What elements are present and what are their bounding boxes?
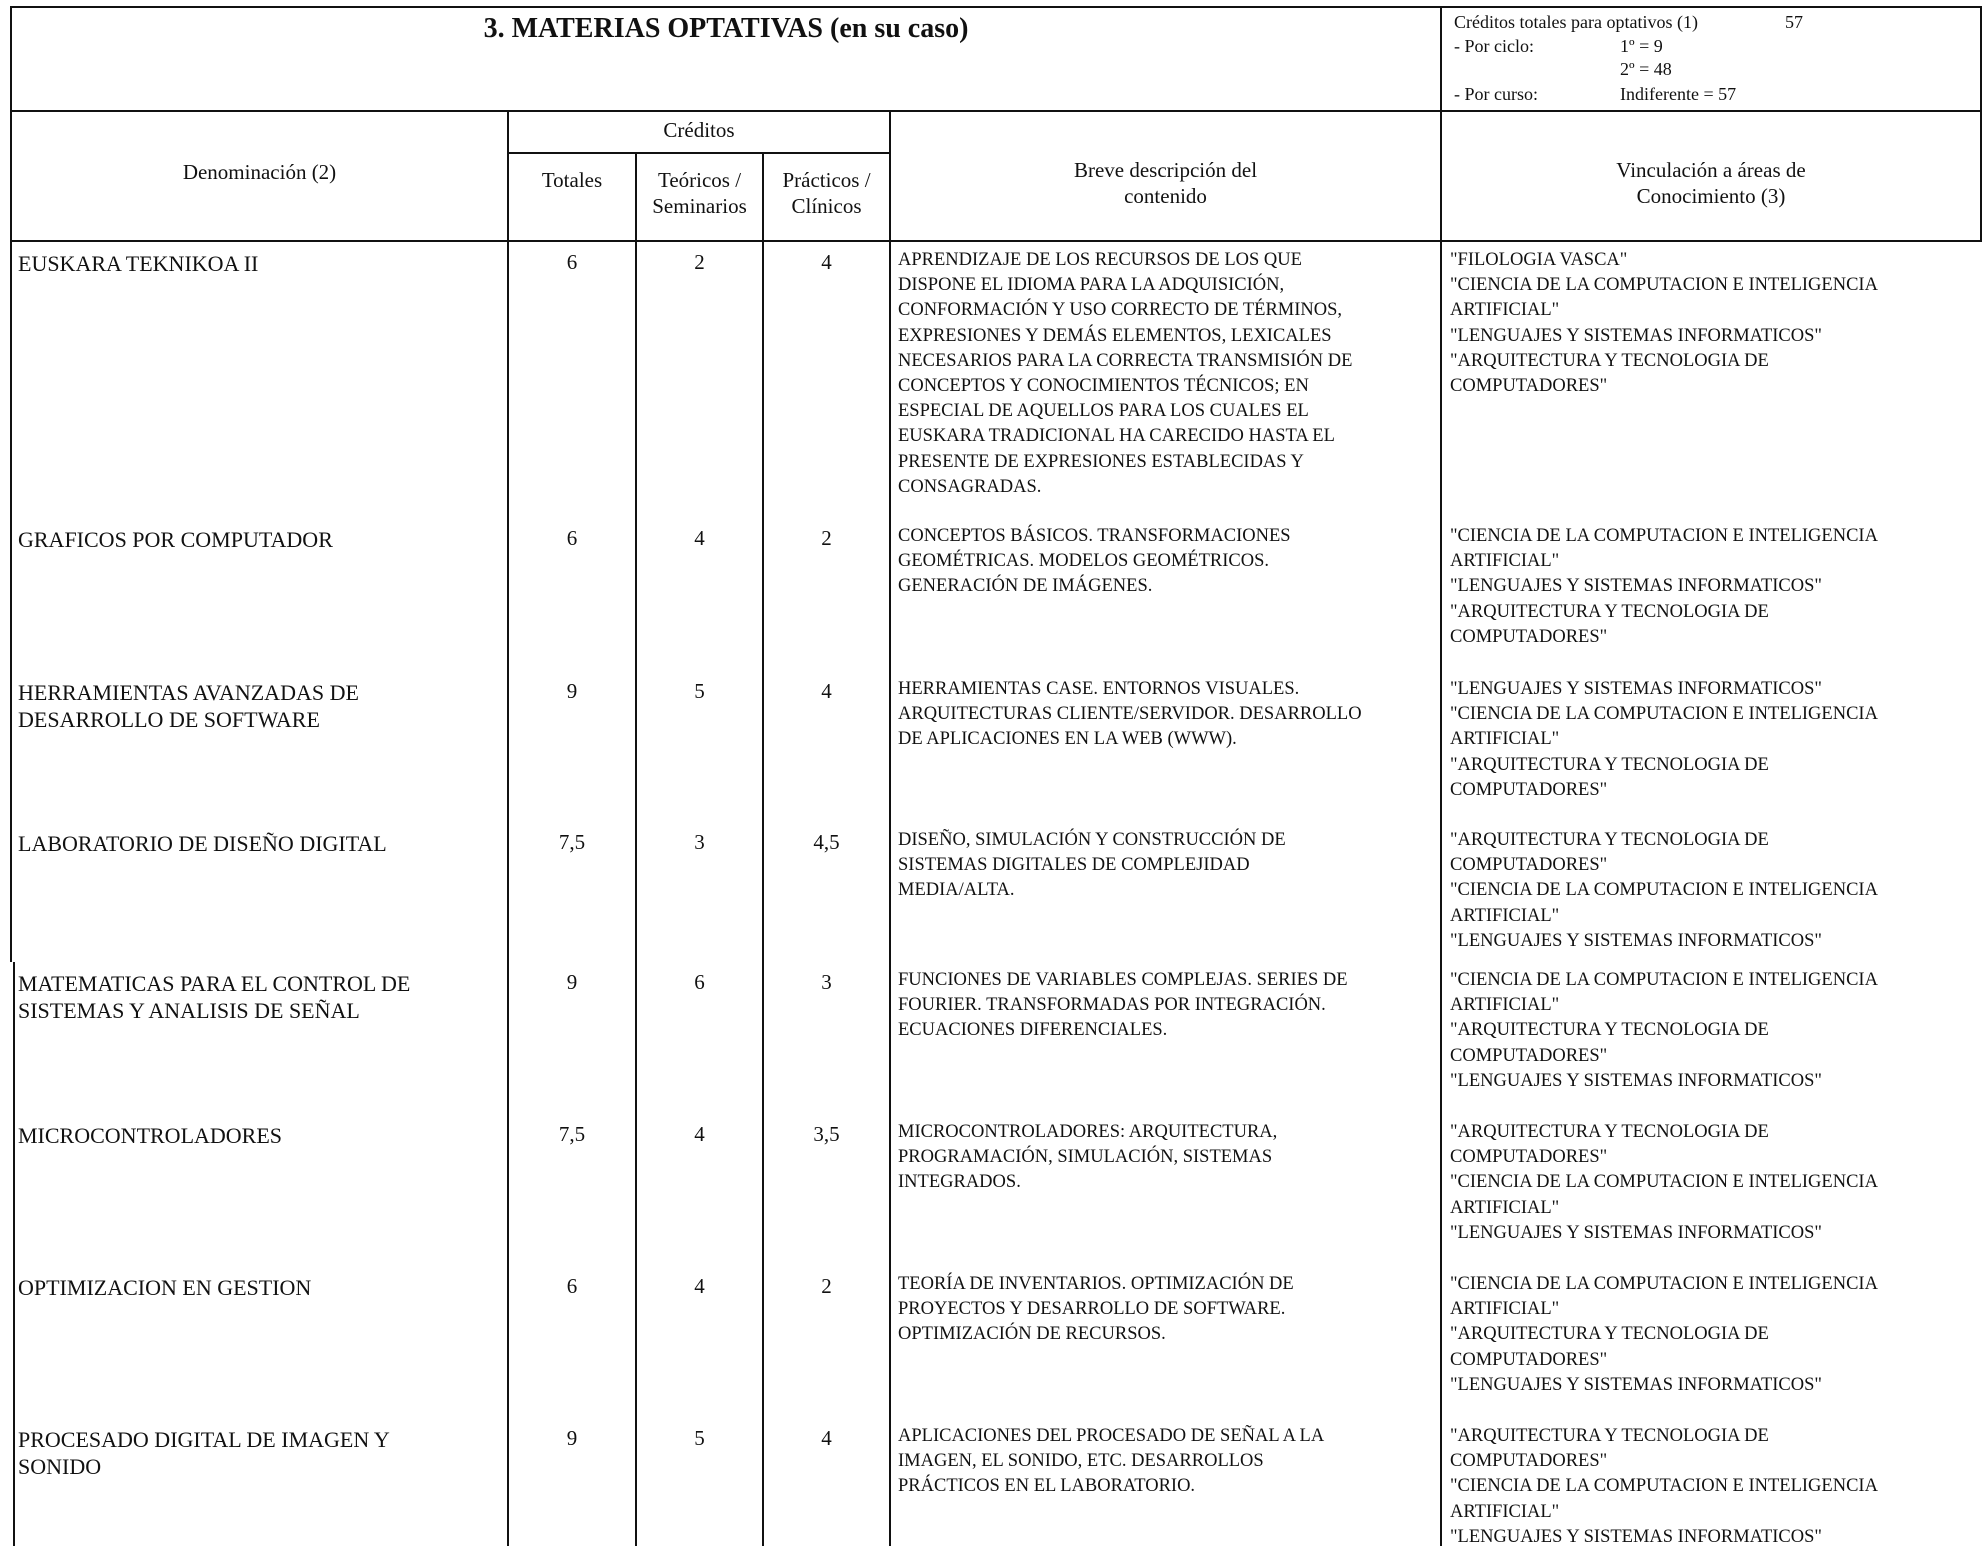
knowledge-areas-line: "CIENCIA DE LA COMPUTACION E INTELIGENCIA (1450, 704, 1878, 725)
credits-total: 6 (566, 1274, 578, 1298)
header-vinculacion-2: Conocimiento (3) (1636, 184, 1786, 208)
knowledge-areas-line: "FILOLOGIA VASCA" (1450, 250, 1628, 270)
credits-total: 9 (566, 679, 578, 703)
course-description-line: EUSKARA TRADICIONAL HA CARECIDO HASTA EL (898, 426, 1335, 447)
course-description (898, 1424, 1438, 1500)
course-description (898, 968, 1438, 1044)
course-name (18, 1122, 503, 1149)
credits-theory: 2 (694, 250, 705, 274)
knowledge-areas-line: COMPUTADORES" (1450, 1349, 1608, 1370)
summary-ciclo-1: 1º = 9 (1620, 36, 1663, 56)
credits-theory: 6 (694, 970, 705, 994)
knowledge-areas-line: "LENGUAJES Y SISTEMAS INFORMATICOS" (1450, 325, 1822, 346)
header-practicos-2: Clínicos (791, 194, 862, 218)
course-description-line: NECESARIOS PARA LA CORRECTA TRANSMISIÓN DE (898, 350, 1353, 371)
knowledge-areas (1450, 524, 1980, 650)
course-description-line: PROYECTOS Y DESARROLLO DE SOFTWARE. (898, 1299, 1286, 1320)
course-name-line: HERRAMIENTAS AVANZADAS DE (18, 680, 359, 705)
knowledge-areas-line: COMPUTADORES" (1450, 1147, 1608, 1168)
credits-total: 9 (566, 970, 578, 994)
course-description-line: PROGRAMACIÓN, SIMULACIÓN, SISTEMAS (898, 1147, 1273, 1168)
course-description (898, 248, 1438, 500)
credits-practice: 2 (821, 1274, 832, 1298)
course-description-line: ESPECIAL DE AQUELLOS PARA LOS CUALES EL (898, 401, 1309, 422)
knowledge-areas-line: ARTIFICIAL" (1450, 1299, 1560, 1320)
credits-theory: 4 (694, 526, 705, 550)
credits-practice: 4 (821, 250, 832, 274)
course-name-line: DESARROLLO DE SOFTWARE (18, 707, 320, 732)
credits-practice: 4 (821, 679, 832, 703)
credits-practice: 3,5 (813, 1122, 840, 1146)
top-border (10, 6, 1982, 8)
knowledge-areas-line: "CIENCIA DE LA COMPUTACION E INTELIGENCIA (1450, 970, 1878, 990)
course-description-line: APLICACIONES DEL PROCESADO DE SEÑAL A LA (898, 1426, 1325, 1446)
credits-theory: 4 (694, 1274, 705, 1298)
course-name-line: LABORATORIO DE DISEÑO DIGITAL (18, 831, 387, 856)
knowledge-areas-line: "LENGUAJES Y SISTEMAS INFORMATICOS" (1450, 1374, 1822, 1395)
course-description-line: TEORÍA DE INVENTARIOS. OPTIMIZACIÓN DE (898, 1274, 1294, 1294)
header-denominacion: Denominación (2) (182, 160, 337, 184)
course-name (18, 830, 503, 857)
course-description-line: DISPONE EL IDIOMA PARA LA ADQUISICIÓN, (898, 275, 1285, 296)
knowledge-areas-line: "CIENCIA DE LA COMPUTACION E INTELIGENCIA (1450, 1476, 1878, 1497)
knowledge-areas (1450, 1424, 1980, 1550)
course-description-line: INTEGRADOS. (898, 1172, 1021, 1193)
creditos-underline (507, 152, 891, 154)
knowledge-areas-line: COMPUTADORES" (1450, 626, 1608, 647)
course-description-line: IMAGEN, EL SONIDO, ETC. DESARROLLOS (898, 1451, 1264, 1472)
knowledge-areas-line: COMPUTADORES" (1450, 1451, 1608, 1472)
credits-theory: 3 (694, 830, 705, 854)
summary-ciclo-2: 2º = 48 (1620, 59, 1672, 79)
course-description-line: DISEÑO, SIMULACIÓN Y CONSTRUCCIÓN DE (898, 830, 1286, 850)
course-description-line: ECUACIONES DIFERENCIALES. (898, 1020, 1168, 1041)
knowledge-areas-line: "CIENCIA DE LA COMPUTACION E INTELIGENCIA (1450, 880, 1878, 901)
summary-ciclo-label: - Por ciclo: (1454, 36, 1534, 56)
course-description-line: GEOMÉTRICAS. MODELOS GEOMÉTRICOS. (898, 551, 1270, 572)
credits-theory: 5 (694, 1426, 705, 1450)
credits-practice: 4 (821, 1426, 832, 1450)
summary-curso-label: - Por curso: (1454, 84, 1538, 104)
course-description-line: CONCEPTOS Y CONOCIMIENTOS TÉCNICOS; EN (898, 376, 1309, 397)
knowledge-areas-line: "ARQUITECTURA Y TECNOLOGIA DE (1450, 1122, 1769, 1142)
knowledge-areas-line: "ARQUITECTURA Y TECNOLOGIA DE (1450, 601, 1769, 622)
knowledge-areas-line: "ARQUITECTURA Y TECNOLOGIA DE (1450, 1426, 1769, 1446)
knowledge-areas-line: ARTIFICIAL" (1450, 300, 1560, 321)
credits-total: 7,5 (558, 830, 586, 854)
knowledge-areas-line: COMPUTADORES" (1450, 376, 1608, 397)
course-description-line: ARQUITECTURAS CLIENTE/SERVIDOR. DESARROLLO (898, 704, 1362, 725)
knowledge-areas-line: COMPUTADORES" (1450, 855, 1608, 876)
credits-practice: 4,5 (813, 830, 840, 854)
knowledge-areas (1450, 248, 1980, 399)
knowledge-areas-line: "ARQUITECTURA Y TECNOLOGIA DE (1450, 350, 1769, 371)
course-description-line: HERRAMIENTAS CASE. ENTORNOS VISUALES. (898, 679, 1300, 699)
course-description-line: PRÁCTICOS EN EL LABORATORIO. (898, 1476, 1196, 1497)
header-teoricos-1: Teóricos / (657, 168, 742, 192)
course-name-line: SISTEMAS Y ANALISIS DE SEÑAL (18, 998, 360, 1023)
left-border-lower (13, 962, 15, 1546)
course-description (898, 1120, 1438, 1196)
header-teoricos-2: Seminarios (652, 194, 747, 218)
knowledge-areas (1450, 1272, 1980, 1398)
course-description-line: FOURIER. TRANSFORMADAS POR INTEGRACIÓN. (898, 995, 1326, 1016)
knowledge-areas-line: COMPUTADORES" (1450, 779, 1608, 800)
course-name (18, 1426, 503, 1480)
summary-total-value: 57 (1785, 12, 1803, 32)
page-title: 3. MATERIAS OPTATIVAS (en su caso) (483, 13, 969, 44)
credits-total: 9 (566, 1426, 578, 1450)
knowledge-areas-line: "LENGUAJES Y SISTEMAS INFORMATICOS" (1450, 1526, 1822, 1547)
course-description-line: GENERACIÓN DE IMÁGENES. (898, 576, 1153, 597)
col-divider-4 (889, 110, 891, 1546)
course-name-line: GRAFICOS POR COMPUTADOR (18, 527, 333, 552)
course-description (898, 1272, 1438, 1348)
course-description-line: MICROCONTROLADORES: ARQUITECTURA, (898, 1122, 1278, 1142)
course-description-line: FUNCIONES DE VARIABLES COMPLEJAS. SERIES DE (898, 970, 1348, 990)
header-practicos-1: Prácticos / (782, 168, 871, 192)
knowledge-areas (1450, 828, 1980, 954)
credits-total: 7,5 (558, 1122, 586, 1146)
course-name-line: OPTIMIZACION EN GESTION (18, 1275, 312, 1300)
knowledge-areas-line: "CIENCIA DE LA COMPUTACION E INTELIGENCIA (1450, 526, 1878, 546)
knowledge-areas-line: COMPUTADORES" (1450, 1045, 1608, 1066)
course-name-line: MICROCONTROLADORES (18, 1123, 283, 1148)
knowledge-areas-line: "ARQUITECTURA Y TECNOLOGIA DE (1450, 754, 1769, 775)
knowledge-areas (1450, 1120, 1980, 1246)
knowledge-areas-line: ARTIFICIAL" (1450, 905, 1560, 926)
col-divider-1 (507, 110, 509, 1546)
knowledge-areas-line: "ARQUITECTURA Y TECNOLOGIA DE (1450, 1324, 1769, 1345)
knowledge-areas-line: ARTIFICIAL" (1450, 1197, 1560, 1218)
course-name-line: SONIDO (18, 1454, 102, 1479)
knowledge-areas-line: "ARQUITECTURA Y TECNOLOGIA DE (1450, 1020, 1769, 1041)
header-creditos: Créditos (663, 118, 735, 142)
left-border-top (10, 6, 12, 242)
knowledge-areas-line: "CIENCIA DE LA COMPUTACION E INTELIGENCIA (1450, 275, 1878, 296)
knowledge-areas-line: "ARQUITECTURA Y TECNOLOGIA DE (1450, 830, 1769, 850)
credits-theory: 4 (694, 1122, 705, 1146)
course-name (18, 679, 503, 733)
credits-theory: 5 (694, 679, 705, 703)
credits-total: 6 (566, 250, 578, 274)
knowledge-areas-line: "CIENCIA DE LA COMPUTACION E INTELIGENCIA (1450, 1274, 1878, 1294)
knowledge-areas-line: "CIENCIA DE LA COMPUTACION E INTELIGENCIA (1450, 1172, 1878, 1193)
course-description-line: EXPRESIONES Y DEMÁS ELEMENTOS, LEXICALES (898, 325, 1332, 346)
course-description-line: CONCEPTOS BÁSICOS. TRANSFORMACIONES (898, 526, 1291, 546)
knowledge-areas (1450, 677, 1980, 803)
course-name (18, 250, 503, 277)
credits-practice: 3 (821, 970, 832, 994)
knowledge-areas-line: "LENGUAJES Y SISTEMAS INFORMATICOS" (1450, 679, 1822, 699)
document-page (10, 6, 1982, 1546)
knowledge-areas-line: "LENGUAJES Y SISTEMAS INFORMATICOS" (1450, 576, 1822, 597)
course-description-line: APRENDIZAJE DE LOS RECURSOS DE LOS QUE (898, 250, 1302, 270)
course-description-line: DE APLICACIONES EN LA WEB (WWW). (898, 729, 1237, 750)
course-description-line: MEDIA/ALTA. (898, 880, 1015, 901)
course-name (18, 526, 503, 553)
knowledge-areas-line: "LENGUAJES Y SISTEMAS INFORMATICOS" (1450, 1070, 1822, 1091)
knowledge-areas-line: "LENGUAJES Y SISTEMAS INFORMATICOS" (1450, 1222, 1822, 1243)
col-divider-5 (1440, 242, 1442, 1546)
title-bottom-border (10, 110, 1982, 112)
credits-practice: 2 (821, 526, 832, 550)
course-description (898, 828, 1438, 904)
left-border-body (10, 242, 12, 962)
course-name (18, 970, 503, 1024)
summary-total-label: Créditos totales para optativos (1) (1454, 12, 1698, 32)
course-name-line: MATEMATICAS PARA EL CONTROL DE (18, 971, 411, 996)
credits-total: 6 (566, 526, 578, 550)
knowledge-areas-line: ARTIFICIAL" (1450, 995, 1560, 1016)
right-border (1980, 6, 1982, 242)
course-name-line: PROCESADO DIGITAL DE IMAGEN Y (18, 1427, 390, 1452)
header-vinculacion-1: Vinculación a áreas de (1616, 158, 1806, 182)
header-bottom-border (10, 240, 1982, 242)
header-totales: Totales (541, 168, 603, 192)
course-name-line: EUSKARA TEKNIKOA II (18, 251, 259, 276)
course-description (898, 677, 1438, 753)
course-description-line: PRESENTE DE EXPRESIONES ESTABLECIDAS Y (898, 451, 1304, 472)
course-description-line: CONFORMACIÓN Y USO CORRECTO DE TÉRMINOS, (898, 300, 1343, 321)
knowledge-areas (1450, 968, 1980, 1094)
knowledge-areas-line: ARTIFICIAL" (1450, 551, 1560, 572)
header-descripcion-1: Breve descripción del (1073, 158, 1258, 182)
summary-curso-value: Indiferente = 57 (1620, 84, 1737, 104)
course-description-line: OPTIMIZACIÓN DE RECURSOS. (898, 1324, 1166, 1345)
course-description (898, 524, 1438, 600)
course-description-line: CONSAGRADAS. (898, 476, 1042, 497)
course-name (18, 1274, 503, 1301)
course-description-line: SISTEMAS DIGITALES DE COMPLEJIDAD (898, 855, 1250, 876)
knowledge-areas-line: ARTIFICIAL" (1450, 729, 1560, 750)
header-descripcion-2: contenido (1124, 184, 1207, 208)
knowledge-areas-line: ARTIFICIAL" (1450, 1501, 1560, 1522)
knowledge-areas-line: "LENGUAJES Y SISTEMAS INFORMATICOS" (1450, 930, 1822, 951)
